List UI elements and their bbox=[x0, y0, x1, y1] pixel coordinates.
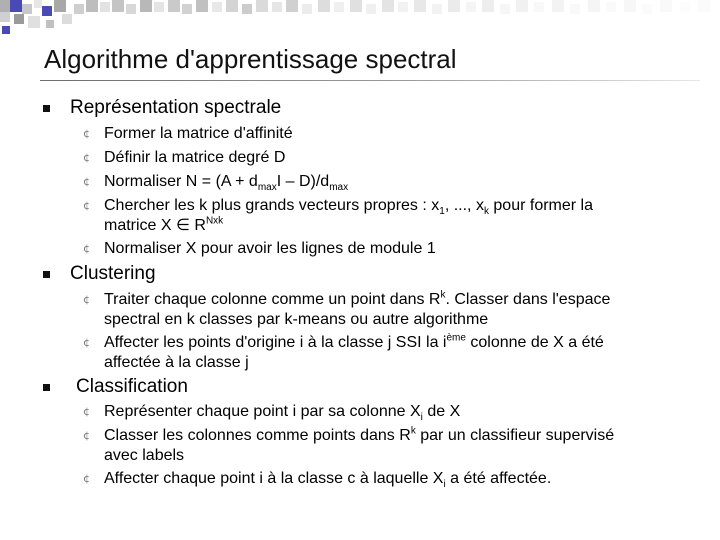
list-item: ¢ Normaliser $N = (A + d_{max}I - D)/d_{max}$ bbox=[83, 173, 349, 194]
deco-square bbox=[516, 0, 528, 12]
list-item: ¢ Affecter les points d'origine i à la classe j SSI la $i^{ème}$ colonne de X a été affectée à la classe j bbox=[83, 332, 604, 371]
deco-square bbox=[28, 16, 40, 28]
deco-square bbox=[46, 20, 54, 28]
deco-square bbox=[256, 0, 268, 12]
deco-square bbox=[34, 0, 42, 8]
list-item: ¢ Chercher les k plus grands vecteurs propres : $x_1$, ..., $x_k$ pour former la matrice X ∈ $R^{Nxk}$ bbox=[83, 197, 593, 234]
list-item: ¢ Former la matrice d'affinité bbox=[83, 125, 293, 142]
deco-square bbox=[570, 4, 580, 14]
deco-square bbox=[660, 0, 672, 12]
slide-title: Algorithme d'apprentissage spectral bbox=[44, 44, 457, 74]
list-item: ¢ Normaliser X pour avoir les lignes de module 1 bbox=[83, 240, 436, 257]
deco-square bbox=[86, 0, 98, 12]
deco-square bbox=[680, 2, 690, 12]
deco-square bbox=[366, 4, 376, 14]
section-classification bbox=[76, 376, 188, 398]
deco-square bbox=[54, 0, 66, 12]
section-representation bbox=[70, 97, 281, 119]
deco-square bbox=[318, 0, 330, 12]
deco-square bbox=[140, 0, 152, 12]
deco-square bbox=[448, 0, 460, 12]
deco-square bbox=[226, 0, 238, 12]
deco-square bbox=[196, 0, 208, 12]
deco-square bbox=[624, 0, 636, 12]
deco-square bbox=[14, 14, 24, 24]
hollow-bullet-icon: ¢ bbox=[83, 151, 90, 164]
deco-square bbox=[100, 2, 110, 12]
deco-square bbox=[334, 2, 344, 12]
deco-square bbox=[168, 0, 180, 12]
deco-square bbox=[182, 4, 192, 14]
deco-square bbox=[382, 0, 394, 12]
deco-square bbox=[242, 4, 252, 14]
square-bullet-icon bbox=[43, 105, 50, 112]
deco-square bbox=[0, 12, 10, 22]
hollow-bullet-icon: ¢ bbox=[83, 127, 90, 140]
deco-square bbox=[606, 2, 616, 12]
hollow-bullet-icon: ¢ bbox=[83, 472, 90, 485]
hollow-bullet-icon: ¢ bbox=[83, 405, 90, 418]
hollow-bullet-icon: ¢ bbox=[83, 336, 90, 349]
deco-square bbox=[42, 6, 52, 16]
deco-square bbox=[272, 2, 282, 12]
deco-square bbox=[126, 4, 136, 14]
deco-square bbox=[432, 4, 442, 14]
deco-square bbox=[22, 4, 32, 14]
deco-square bbox=[2, 26, 10, 34]
section-heading: Représentation spectrale bbox=[70, 97, 282, 118]
hollow-bullet-icon: ¢ bbox=[83, 429, 90, 442]
deco-square bbox=[534, 2, 544, 12]
deco-square bbox=[698, 0, 710, 12]
deco-square bbox=[212, 2, 222, 12]
section-heading: Classification bbox=[76, 376, 188, 397]
list-item: ¢ Traiter chaque colonne comme un point dans $R^k$. Classer dans l'espace spectral en k classes par k-means ou autre algorithme bbox=[83, 289, 611, 328]
deco-square bbox=[62, 14, 72, 24]
deco-square bbox=[642, 4, 652, 14]
deco-square bbox=[350, 0, 362, 12]
hollow-bullet-icon: ¢ bbox=[83, 175, 90, 188]
deco-square bbox=[588, 0, 600, 12]
deco-square bbox=[10, 0, 22, 12]
hollow-bullet-icon: ¢ bbox=[83, 242, 90, 255]
deco-square bbox=[286, 0, 298, 12]
decorative-squares bbox=[0, 0, 720, 40]
deco-square bbox=[500, 4, 510, 14]
deco-square bbox=[482, 0, 494, 12]
hollow-bullet-icon: ¢ bbox=[83, 293, 90, 306]
deco-square bbox=[154, 2, 164, 12]
title-underline bbox=[40, 80, 700, 81]
deco-square bbox=[552, 0, 564, 12]
square-bullet-icon bbox=[43, 384, 50, 391]
deco-square bbox=[112, 0, 124, 12]
square-bullet-icon bbox=[43, 271, 50, 278]
deco-square bbox=[74, 4, 84, 14]
section-clustering bbox=[70, 263, 156, 285]
hollow-bullet-icon: ¢ bbox=[83, 199, 90, 212]
deco-square bbox=[398, 2, 408, 12]
list-item: ¢ Représenter chaque point i par sa colonne $X_i$ de X bbox=[83, 403, 461, 424]
deco-square bbox=[414, 0, 426, 12]
deco-square bbox=[302, 4, 312, 14]
list-item: ¢ Définir la matrice degré D bbox=[83, 149, 286, 166]
list-item: ¢ Classer les colonnes comme points dans $R^k$ par un classifieur supervisé avec labels bbox=[83, 425, 615, 464]
list-item: ¢ Affecter chaque point i à la classe c à laquelle $X_i$ a été affectée. bbox=[83, 470, 552, 491]
section-heading: Clustering bbox=[70, 263, 156, 284]
deco-square bbox=[466, 2, 476, 12]
